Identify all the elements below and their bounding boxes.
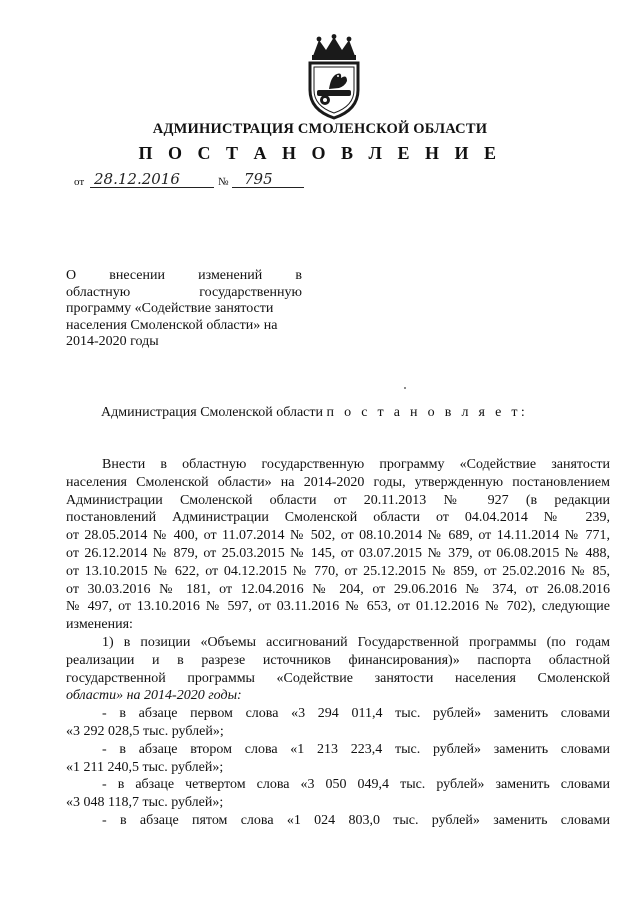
body-line: «1 211 240,5 тыс. рублей»; <box>66 759 224 775</box>
body-line: 1) в позиции «Объемы ассигнований Государственной программы (по годам <box>102 634 610 650</box>
subject-line: 2014-2020 годы <box>66 334 159 349</box>
subject-line: программу «Содействие занятости <box>66 301 274 316</box>
document-type-title: П О С Т А Н О В Л Е Н И Е <box>138 143 502 163</box>
smolensk-coat-of-arms-emblem <box>301 34 367 120</box>
body-line: населения Смоленской области» на 2014-2020 годы, утвержденную постановлением <box>66 474 610 490</box>
number-handwritten: 795 <box>244 170 273 188</box>
preamble-line <box>101 405 528 421</box>
body-line: - в абзаце четвертом слова «3 050 049,4 тыс. рублей» заменить словами <box>102 777 610 793</box>
subject-line: населения Смоленской области» на <box>66 317 278 333</box>
body-line: государственной программы «Содействие занятости населения Смоленской <box>66 670 610 686</box>
body-line: от 26.12.2014 № 879, от 25.03.2015 № 145, от 03.07.2015 № 379, от 06.08.2015 № 488, <box>66 545 610 561</box>
date-label: от <box>74 176 85 188</box>
body-line: № 497, от 13.10.2016 № 597, от 03.11.2016 № 653, от 01.12.2016 № 702), следующие <box>66 599 610 615</box>
body-line: от 13.10.2015 № 622, от 04.12.2015 № 770, от 25.12.2015 № 859, от 25.02.2016 № 85, <box>66 563 610 579</box>
body-line: - в абзаце первом слова «3 294 011,4 тыс. рублей» заменить словами <box>102 706 610 722</box>
organization-title: АДМИНИСТРАЦИЯ СМОЛЕНСКОЙ ОБЛАСТИ <box>152 121 488 137</box>
body-line: - в абзаце втором слова «1 213 223,4 тыс. рублей» заменить словами <box>102 741 610 757</box>
subject-line: областную государственную <box>66 284 302 300</box>
number-label: № <box>218 176 229 188</box>
document-subject <box>66 268 302 351</box>
body-line: от 30.03.2016 № 181, от 12.04.2016 № 204, от 29.06.2016 № 374, от 26.08.2016 <box>66 581 610 597</box>
body-line: изменения: <box>66 617 133 633</box>
body-line: Администрации Смоленской области от 20.11.2013 № 927 (в редакции <box>66 492 610 508</box>
body-line: «3 292 028,5 тыс. рублей»; <box>66 723 224 739</box>
preamble-text: Администрация Смоленской области <box>101 405 324 420</box>
body-line: постановлений Администрации Смоленской области от 04.04.2014 № 239, <box>66 510 610 526</box>
preamble-resolves: п о с т а н о в л я е т: <box>326 405 529 420</box>
body-line: от 28.05.2014 № 400, от 11.07.2014 № 502, от 08.10.2014 № 689, от 14.11.2014 № 771, <box>66 528 610 544</box>
document-body <box>66 456 610 830</box>
body-line: «3 048 118,7 тыс. рублей»; <box>66 795 224 811</box>
body-line: Внести в областную государственную программу «Содействие занятости <box>102 457 610 472</box>
body-line: - в абзаце пятом слова «1 024 803,0 тыс. рублей» заменить словами <box>102 812 610 828</box>
body-line: реализации и в разрезе источников финансирования)» паспорта областной <box>66 652 610 668</box>
body-line: области» на 2014-2020 годы: <box>66 688 242 704</box>
scan-speck <box>404 387 406 389</box>
subject-line: О внесении изменений в <box>66 268 302 283</box>
date-handwritten: 28.12.2016 <box>94 170 180 188</box>
